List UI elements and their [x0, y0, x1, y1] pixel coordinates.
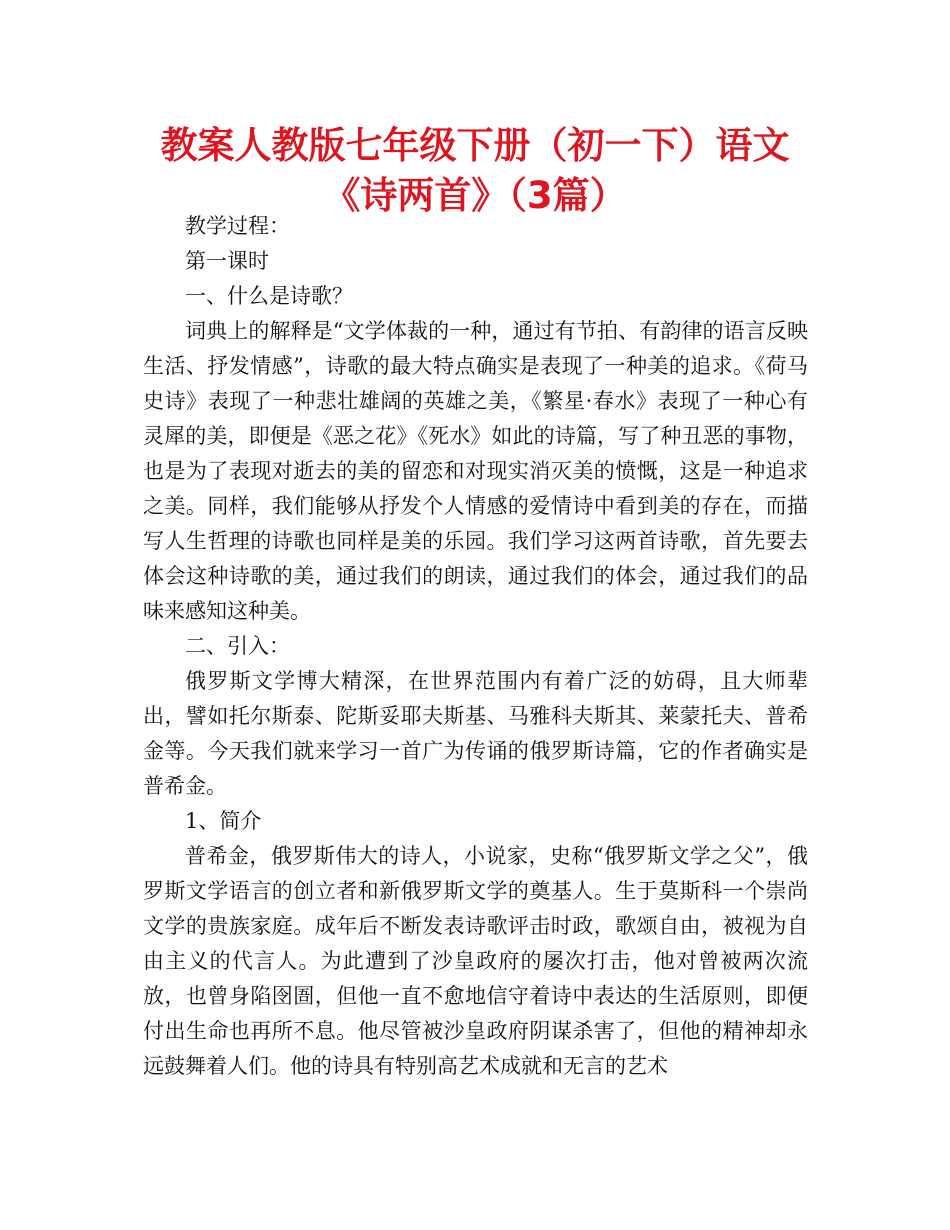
document-title-line-2: 《诗两首》（3篇） — [323, 174, 627, 217]
heading-brief-intro: 1、简介 — [185, 809, 262, 833]
document-title-line-1: 教案人教版七年级下册（初一下）语文 — [160, 124, 790, 167]
paragraph-pushkin-bio: 普希金，俄罗斯伟大的诗人，小说家，史称“俄罗斯文学之父”，俄罗斯文学语言的创立者和新俄罗斯文学的奠基人。生于莫斯科一个崇尚文学的贵族家庭。成年后不断发表诗歌评击时政，歌颂自由，被视为自由主义的代言人。为此遭到了沙皇政府的屡次打击，他对曾被两次流放，也曾身陷囹圄，但他一直不愈地信守着诗中表达的生活原则，即便付出生命也再所不息。他尽管被沙皇政府阴谋杀害了，但他的精神却永远鼓舞着人们。他的诗具有特别高艺术成就和无言的艺术 — [143, 844, 808, 1078]
heading-what-is-poetry: 一、什么是诗歌？ — [185, 284, 353, 308]
section-label-process: 教学过程： — [185, 214, 290, 238]
heading-introduction: 二、引入： — [185, 634, 290, 658]
paragraph-russian-literature: 俄罗斯文学博大精深，在世界范围内有着广泛的妨碍，且大师辈出，譬如托尔斯泰、陀斯妥耶夫斯基、马雅科夫斯其、莱蒙托夫、普希金等。今天我们就来学习一首广为传诵的俄罗斯诗篇，它的作者确实是普希金。 — [143, 669, 808, 798]
paragraph-poetry-definition: 词典上的解释是“文学体裁的一种，通过有节拍、有韵律的语言反映生活、抒发情感”，诗歌的最大特点确实是表现了一种美的追求。《荷马史诗》表现了一种悲壮雄阔的英雄之美，《繁星·春水》表现了一种心有灵犀的美，即便是《恶之花》《死水》如此的诗篇，写了种丑恶的事物，也是为了表现对逝去的美的留恋和对现实消灭美的愤慨，这是一种追求之美。同样，我们能够从抒发个人情感的爱情诗中看到美的存在，而描写人生哲理的诗歌也同样是美的乐园。我们学习这两首诗歌，首先要去体会这种诗歌的美，通过我们的朗读，通过我们的体会，通过我们的品味来感知这种美。 — [143, 319, 808, 623]
section-label-lesson-one: 第一课时 — [185, 249, 269, 273]
document-body — [143, 209, 808, 1084]
